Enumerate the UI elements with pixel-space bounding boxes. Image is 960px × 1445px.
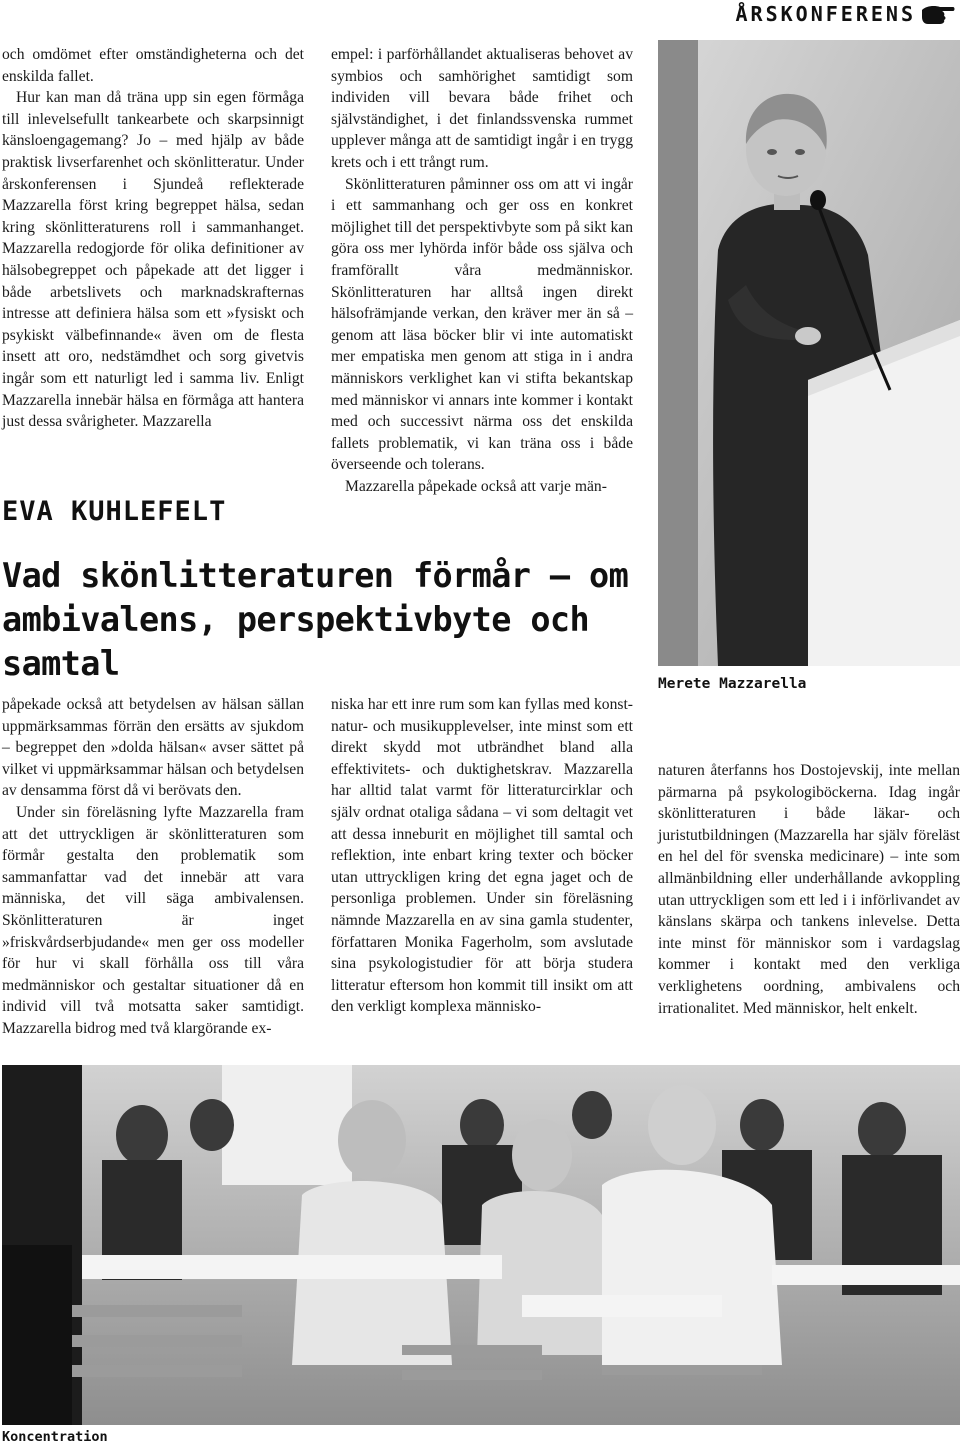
top-left-column <box>2 44 304 433</box>
article-headline: Vad skönlitteraturen förmår – om ambivalens, perspektivbyte och samtal <box>2 556 629 683</box>
bottom-left-column <box>2 694 304 1040</box>
pointing-hand-icon <box>920 4 956 26</box>
bottom-middle-column <box>331 694 633 1018</box>
paragraph: påpekade också att betydelsen av hälsan sällan uppmärksammas förrän den ersätts av sjukdom – begreppet den »dolda hälsan« avser sättet på vilket vi uppmärksammar hälsan och betydelsen av densamma först då vi berövats den. <box>2 696 304 800</box>
speaker-caption: Merete Mazzarella <box>658 676 807 692</box>
paragraph: och omdömet efter omständigheterna och det enskilda fallet. <box>2 46 304 85</box>
paragraph: naturen återfanns hos Dostojevskij, inte mellan pärmarna på psykologiböckerna. Idag ingår skönlitteraturen i både läkar- och juristutbildningen (Mazzarella har själv föreläst en hel del för svenska medicinare) – inte som allmänbildning eller underhållande avkoppling utan uttryckligen som ett led i i införlivandet av känslans skärpa och tankens inlevelse. Detta inte minst för människor som i vardagslag kommer i kontakt med den verkliga verklighetens oordning, ambivalens och irrationalitet. Med människor, helt enkelt. <box>658 762 960 1017</box>
paragraph: Mazzarella påpekade också att varje män- <box>345 477 607 495</box>
author-byline: EVA KUHLEFELT <box>2 496 227 527</box>
paragraph: Under sin föreläsning lyfte Mazzarella fram att det uttryckligen är skönlitteraturen som förmår gestalta den problematik som sammanfattar vad det innebär att vara människa, det vill säga ambivalensen. Skönlitteraturen är inget »friskvårdserbjudande« men ger oss modeller för hur vi skall förhålla oss till våra medmänniskor och gestaltar situationer då en individ vill två motsatta saker samtidigt. Mazzarella bidrog med två klargörande ex- <box>2 803 304 1037</box>
speaker-photo <box>658 40 960 666</box>
audience-photo <box>2 1065 960 1425</box>
paragraph: niska har ett inre rum som kan fyllas med konst- natur- och musikupplevelser, inte minst som ett direkt skydd mot utbrändhet bland alla effektivitets- och duktighetskrav. Mazzarella har alltid talat varmt för litteraturcirklar och själv ordnat otaliga sådana – vi som deltagit vet att dessa inneburit en möjlighet till samtal och reflektion, inte enbart kring texter och böcker utan uttryckligen kring det egna jaget och de personliga problemen. Under sin föreläsning nämnde Mazzarella en av sina gamla studenter, författaren Monika Fagerholm, som avslutade sina psykologistudier för att börja studera litteratur eftersom hon kommit till insikt om att den verkligt komplexa människo- <box>331 696 633 1016</box>
paragraph: Hur kan man då träna upp sin egen förmåga till inlevelsefullt tankearbete och skarpsinnigt känsloengagemang? Jo – med hjälp av både praktisk livserfarenhet och skönlitteratur. Under årskonferensen i Sjundeå reflekterade Mazzarella först kring begreppet hälsa, sedan kring skönlitteraturens roll i sammanhanget. Mazzarella redogjorde för olika definitioner av hälsobegreppet och påpekade att det ligger i både arbetslivets och marknadskrafternas intresse att definiera hälsa som ett »fysiskt och psykiskt välbefinnande« även om de flesta insett att oro, nedstämdhet och sorg givetvis ingår som ett naturligt led i samma liv. Enligt Mazzarella innebär hälsa en förmåga att hantera just dessa svårigheter. Mazzarella <box>2 89 304 431</box>
section-label: ÅRSKONFERENS <box>735 2 916 26</box>
paragraph: empel: i parförhållandet aktualiseras behovet av symbios och samhörighet samtidigt som individen vill bevara både frihet och självständighet, i det finlandssvenska rummet upplever många att de samtidigt ingår i en trygg krets och i ett trångt rum. <box>331 46 633 171</box>
bottom-right-column <box>658 760 960 1019</box>
audience-caption: Koncentration <box>2 1429 108 1445</box>
paragraph: Skönlitteraturen påminner oss om att vi ingår i ett sammanhang och ger oss en konkret möjlighet till det perspektivbyte som på sikt kan göra oss mer lyhörda inför både oss själva och framförallt våra medmänniskor. Skönlitteraturen har alltså ingen direkt hälsofrämjande verkan, den kräver mer än så – genom att läsa böcker blir vi inte automatiskt mer empatiska men genom att stiga in i andra människors verklighet kan vi stifta bekantskap med människor vi annars inte kommer i kontakt med och successivt närma oss det enskilda fallets problematik, vi kan träna oss i både överseende och tolerans. <box>331 175 633 474</box>
top-middle-column <box>331 44 633 497</box>
